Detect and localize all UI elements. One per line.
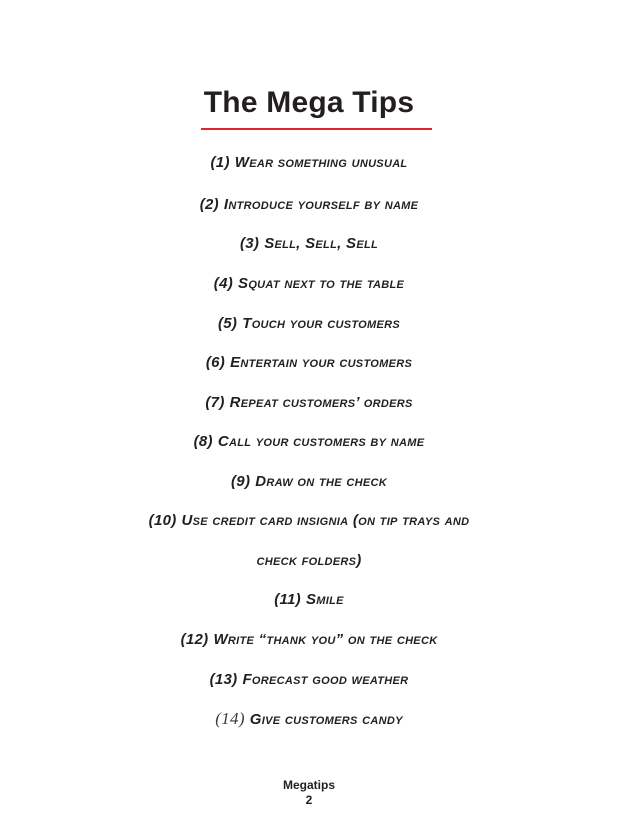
tip-text: Draw on the check <box>255 473 387 490</box>
tip-item <box>0 313 618 335</box>
page-footer <box>0 778 618 808</box>
tip-item <box>0 708 618 731</box>
page-title: The Mega Tips <box>203 86 415 119</box>
tip-number: (2) <box>199 196 219 213</box>
tip-number: (5) <box>218 315 238 332</box>
tip-number: (13) <box>209 671 238 688</box>
tip-item <box>0 431 618 453</box>
footer-label: Megatips <box>282 778 335 792</box>
tip-text: Repeat customers’ orders <box>229 394 413 411</box>
tip-number: (11) <box>274 591 301 608</box>
tip-number: (4) <box>213 275 234 292</box>
tip-item <box>0 629 618 651</box>
tip-text: Entertain your customers <box>230 354 413 371</box>
tip-number: (9) <box>231 473 251 490</box>
tip-text: Smile <box>305 591 344 608</box>
tip-text: Use credit card insignia (on tip trays and <box>181 512 470 529</box>
tip-item <box>0 233 618 255</box>
tip-text-continuation: check folders) <box>256 552 362 569</box>
tip-number: (14) <box>215 709 245 728</box>
tip-number: (3) <box>239 235 260 252</box>
tip-item <box>0 471 618 493</box>
tip-text: Write “thank you” on the check <box>213 631 438 648</box>
tip-item <box>0 352 618 374</box>
tip-item <box>0 589 618 611</box>
page-number: 2 <box>305 793 313 807</box>
tip-number: (8) <box>193 433 213 450</box>
tip-item <box>0 392 618 414</box>
tip-text: Sell, Sell, Sell <box>264 235 379 252</box>
tip-item <box>0 510 618 532</box>
tip-text: Squat next to the table <box>238 275 405 292</box>
tip-text: Give customers candy <box>249 711 403 728</box>
title-underline <box>201 128 432 130</box>
tip-continuation <box>0 550 618 572</box>
tip-item <box>0 194 618 216</box>
tip-item <box>0 669 618 691</box>
tip-number: (7) <box>205 394 225 411</box>
tip-number: (10) <box>148 512 177 529</box>
tip-text: Introduce yourself by name <box>223 196 419 213</box>
tip-number: (1) <box>210 154 230 171</box>
tip-number: (12) <box>180 631 209 648</box>
tip-text: Wear something unusual <box>234 154 408 171</box>
tip-text: Call your customers by name <box>217 433 425 450</box>
tip-item <box>0 152 618 174</box>
tip-number: (6) <box>205 354 226 371</box>
tip-text: Forecast good weather <box>242 671 409 688</box>
tip-item <box>0 273 618 295</box>
tip-text: Touch your customers <box>242 315 400 332</box>
